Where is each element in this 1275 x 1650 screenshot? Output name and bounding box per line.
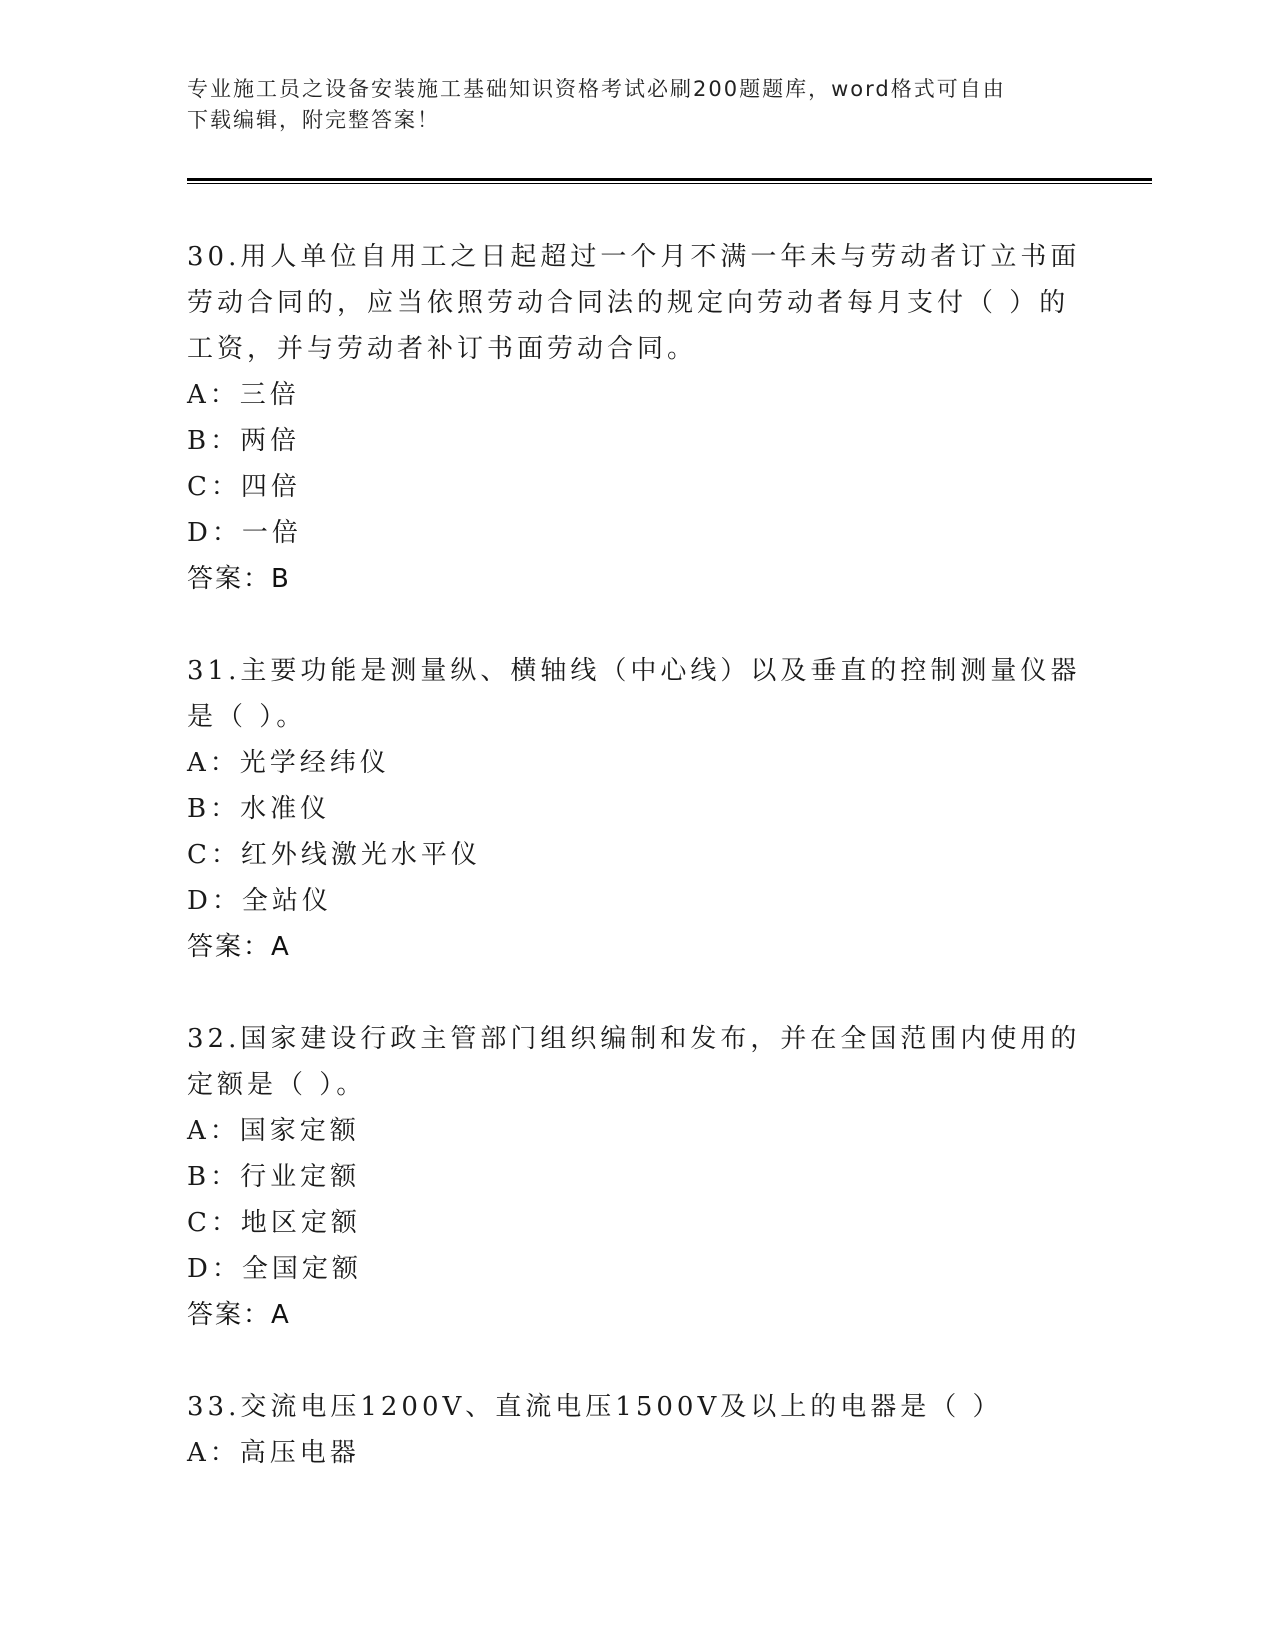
document-header: [187, 74, 1067, 136]
option-d: D：一倍: [187, 518, 302, 548]
question-text: 32.国家建设行政主管部门组织编制和发布，并在全国范围内使用的定额是（ ）。: [187, 1024, 1081, 1100]
question-32: [187, 1016, 1087, 1338]
header-divider-thin: [187, 183, 1152, 184]
header-line-1: 专业施工员之设备安装施工基础知识资格考试必刷200题题库，word格式可自由: [187, 77, 1006, 101]
option-b: B：行业定额: [187, 1162, 361, 1192]
question-text: 31.主要功能是测量纵、横轴线（中心线）以及垂直的控制测量仪器是（ ）。: [187, 656, 1081, 732]
option-a: A：高压电器: [187, 1438, 360, 1468]
header-divider-thick: [187, 178, 1152, 181]
option-b: B：两倍: [187, 426, 301, 456]
question-text: 33.交流电压1200V、直流电压1500V及以上的电器是（ ）: [187, 1392, 1003, 1422]
question-list: [187, 234, 1087, 1522]
question-text: 30.用人单位自用工之日起超过一个月不满一年未与劳动者订立书面劳动合同的，应当依照劳动合同法的规定向劳动者每月支付（ ）的工资，并与劳动者补订书面劳动合同。: [187, 242, 1081, 364]
option-a: A：国家定额: [187, 1116, 360, 1146]
option-c: C：红外线激光水平仪: [187, 840, 481, 870]
option-a: A：三倍: [187, 380, 300, 410]
option-d: D：全国定额: [187, 1254, 362, 1284]
question-30: [187, 234, 1087, 602]
option-b: B：水准仪: [187, 794, 331, 824]
answer: 答案：A: [187, 1300, 291, 1330]
answer: 答案：A: [187, 932, 291, 962]
option-d: D：全站仪: [187, 886, 332, 916]
question-33: [187, 1384, 1087, 1476]
question-31: [187, 648, 1087, 970]
answer: 答案：B: [187, 564, 291, 594]
header-line-2: 下载编辑，附完整答案！: [187, 108, 440, 132]
option-c: C：四倍: [187, 472, 301, 502]
option-a: A：光学经纬仪: [187, 748, 390, 778]
option-c: C：地区定额: [187, 1208, 361, 1238]
